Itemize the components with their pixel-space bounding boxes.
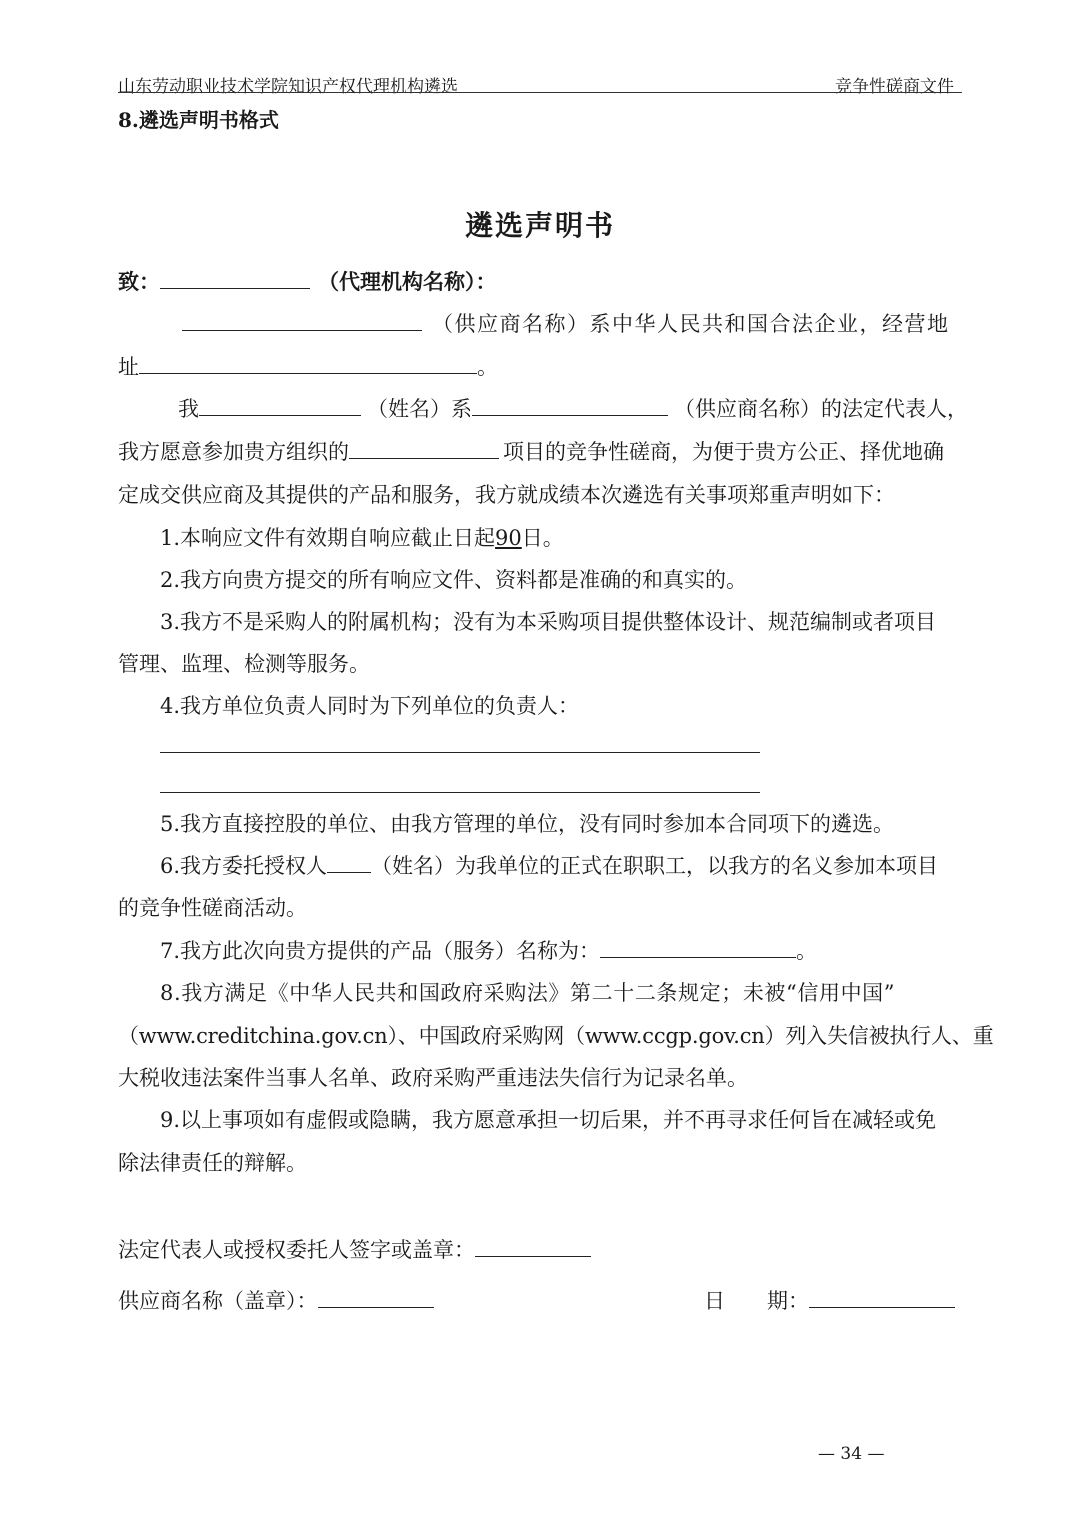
supplier-seal-blank[interactable]	[318, 1285, 434, 1308]
item-6-line-1	[160, 850, 938, 880]
intro-line-1-text: （供应商名称）系中华人民共和国合法企业，经营地	[432, 312, 950, 336]
intro-line-2-end: 。	[477, 355, 498, 379]
intro-line-2	[118, 351, 498, 381]
signer-blank[interactable]	[475, 1234, 591, 1257]
item-4: 4.我方单位负责人同时为下列单位的负责人：	[160, 694, 580, 718]
date-label: 日 期：	[704, 1289, 809, 1313]
item-8-line-3: 大税收违法案件当事人名单、政府采购严重违法失信行为记录名单。	[118, 1066, 748, 1090]
header-divider	[118, 92, 962, 93]
intro-line-5: 定成交供应商及其提供的产品和服务，我方就成绩本次遴选有关事项郑重声明如下：	[118, 483, 895, 507]
intro-line-3-a: 我	[178, 397, 199, 421]
intro-line-3-c: （供应商名称）的法定代表人，	[674, 397, 968, 421]
date-line	[704, 1285, 955, 1315]
item-9-line-2: 除法律责任的辩解。	[118, 1151, 307, 1175]
supplier-line	[118, 1285, 434, 1315]
signer-label: 法定代表人或授权委托人签字或盖章：	[118, 1238, 475, 1262]
affiliated-unit-blank-2[interactable]	[160, 792, 760, 793]
validity-days: 90	[495, 526, 522, 550]
item-3-line-2: 管理、监理、检测等服务。	[118, 652, 370, 676]
item-6-a: 6.我方委托授权人	[160, 854, 328, 878]
intro-line-3-b: （姓名）系	[367, 397, 472, 421]
legal-rep-name-blank[interactable]	[199, 393, 361, 416]
intro-line-1	[182, 308, 950, 338]
item-7-a: 7.我方此次向贵方提供的产品（服务）名称为：	[160, 939, 601, 963]
to-prefix: 致：	[118, 269, 160, 294]
section-heading: 8.遴选声明书格式	[118, 108, 279, 132]
supplier-name-blank-2[interactable]	[472, 393, 668, 416]
project-name-blank[interactable]	[349, 436, 499, 459]
item-8-line-2: （www.creditchina.gov.cn）、中国政府采购网（www.ccgp.gov.cn）列入失信被执行人、重	[118, 1024, 994, 1048]
authorized-person-blank[interactable]	[327, 850, 371, 873]
document-title: 遴选声明书	[464, 209, 615, 242]
intro-line-4-a: 我方愿意参加贵方组织的	[118, 440, 349, 464]
item-6-b: （姓名）为我单位的正式在职职工，以我方的名义参加本项目	[371, 854, 939, 878]
affiliated-unit-blank-1[interactable]	[160, 752, 760, 753]
intro-line-3	[178, 393, 968, 423]
to-line	[118, 266, 497, 296]
supplier-seal-label: 供应商名称（盖章）：	[118, 1289, 318, 1313]
to-suffix: （代理机构名称）：	[318, 269, 497, 294]
item-5: 5.我方直接控股的单位、由我方管理的单位，没有同时参加本合同项下的遴选。	[160, 812, 895, 836]
agency-name-blank[interactable]	[160, 266, 310, 289]
item-2: 2.我方向贵方提交的所有响应文件、资料都是准确的和真实的。	[160, 568, 748, 592]
header-right: 竞争性磋商文件	[835, 77, 954, 97]
product-name-blank[interactable]	[600, 935, 796, 958]
supplier-name-blank[interactable]	[182, 308, 422, 331]
item-1	[160, 522, 564, 552]
page-number: — 34 —	[818, 1444, 885, 1464]
address-label: 址	[118, 355, 139, 379]
date-blank[interactable]	[809, 1285, 955, 1308]
item-1-text: 1.本响应文件有效期自响应截止日起	[160, 526, 496, 550]
item-7-end: 。	[796, 939, 818, 963]
address-blank[interactable]	[139, 351, 477, 374]
intro-line-4-b: 项目的竞争性磋商，为便于贵方公正、择优地确	[503, 440, 944, 464]
item-7	[160, 935, 817, 965]
signer-line	[118, 1234, 591, 1264]
item-1-end: 日。	[521, 526, 564, 550]
item-6-line-2: 的竞争性磋商活动。	[118, 896, 307, 920]
header-left: 山东劳动职业技术学院知识产权代理机构遴选	[118, 77, 458, 97]
item-9-line-1: 9.以上事项如有虚假或隐瞒，我方愿意承担一切后果，并不再寻求任何旨在减轻或免	[160, 1108, 937, 1132]
item-3-line-1: 3.我方不是采购人的附属机构；没有为本采购项目提供整体设计、规范编制或者项目	[160, 610, 937, 634]
item-8-line-1: 8.我方满足《中华人民共和国政府采购法》第二十二条规定；未被“信用中国”	[160, 981, 896, 1005]
intro-line-4	[118, 436, 944, 466]
